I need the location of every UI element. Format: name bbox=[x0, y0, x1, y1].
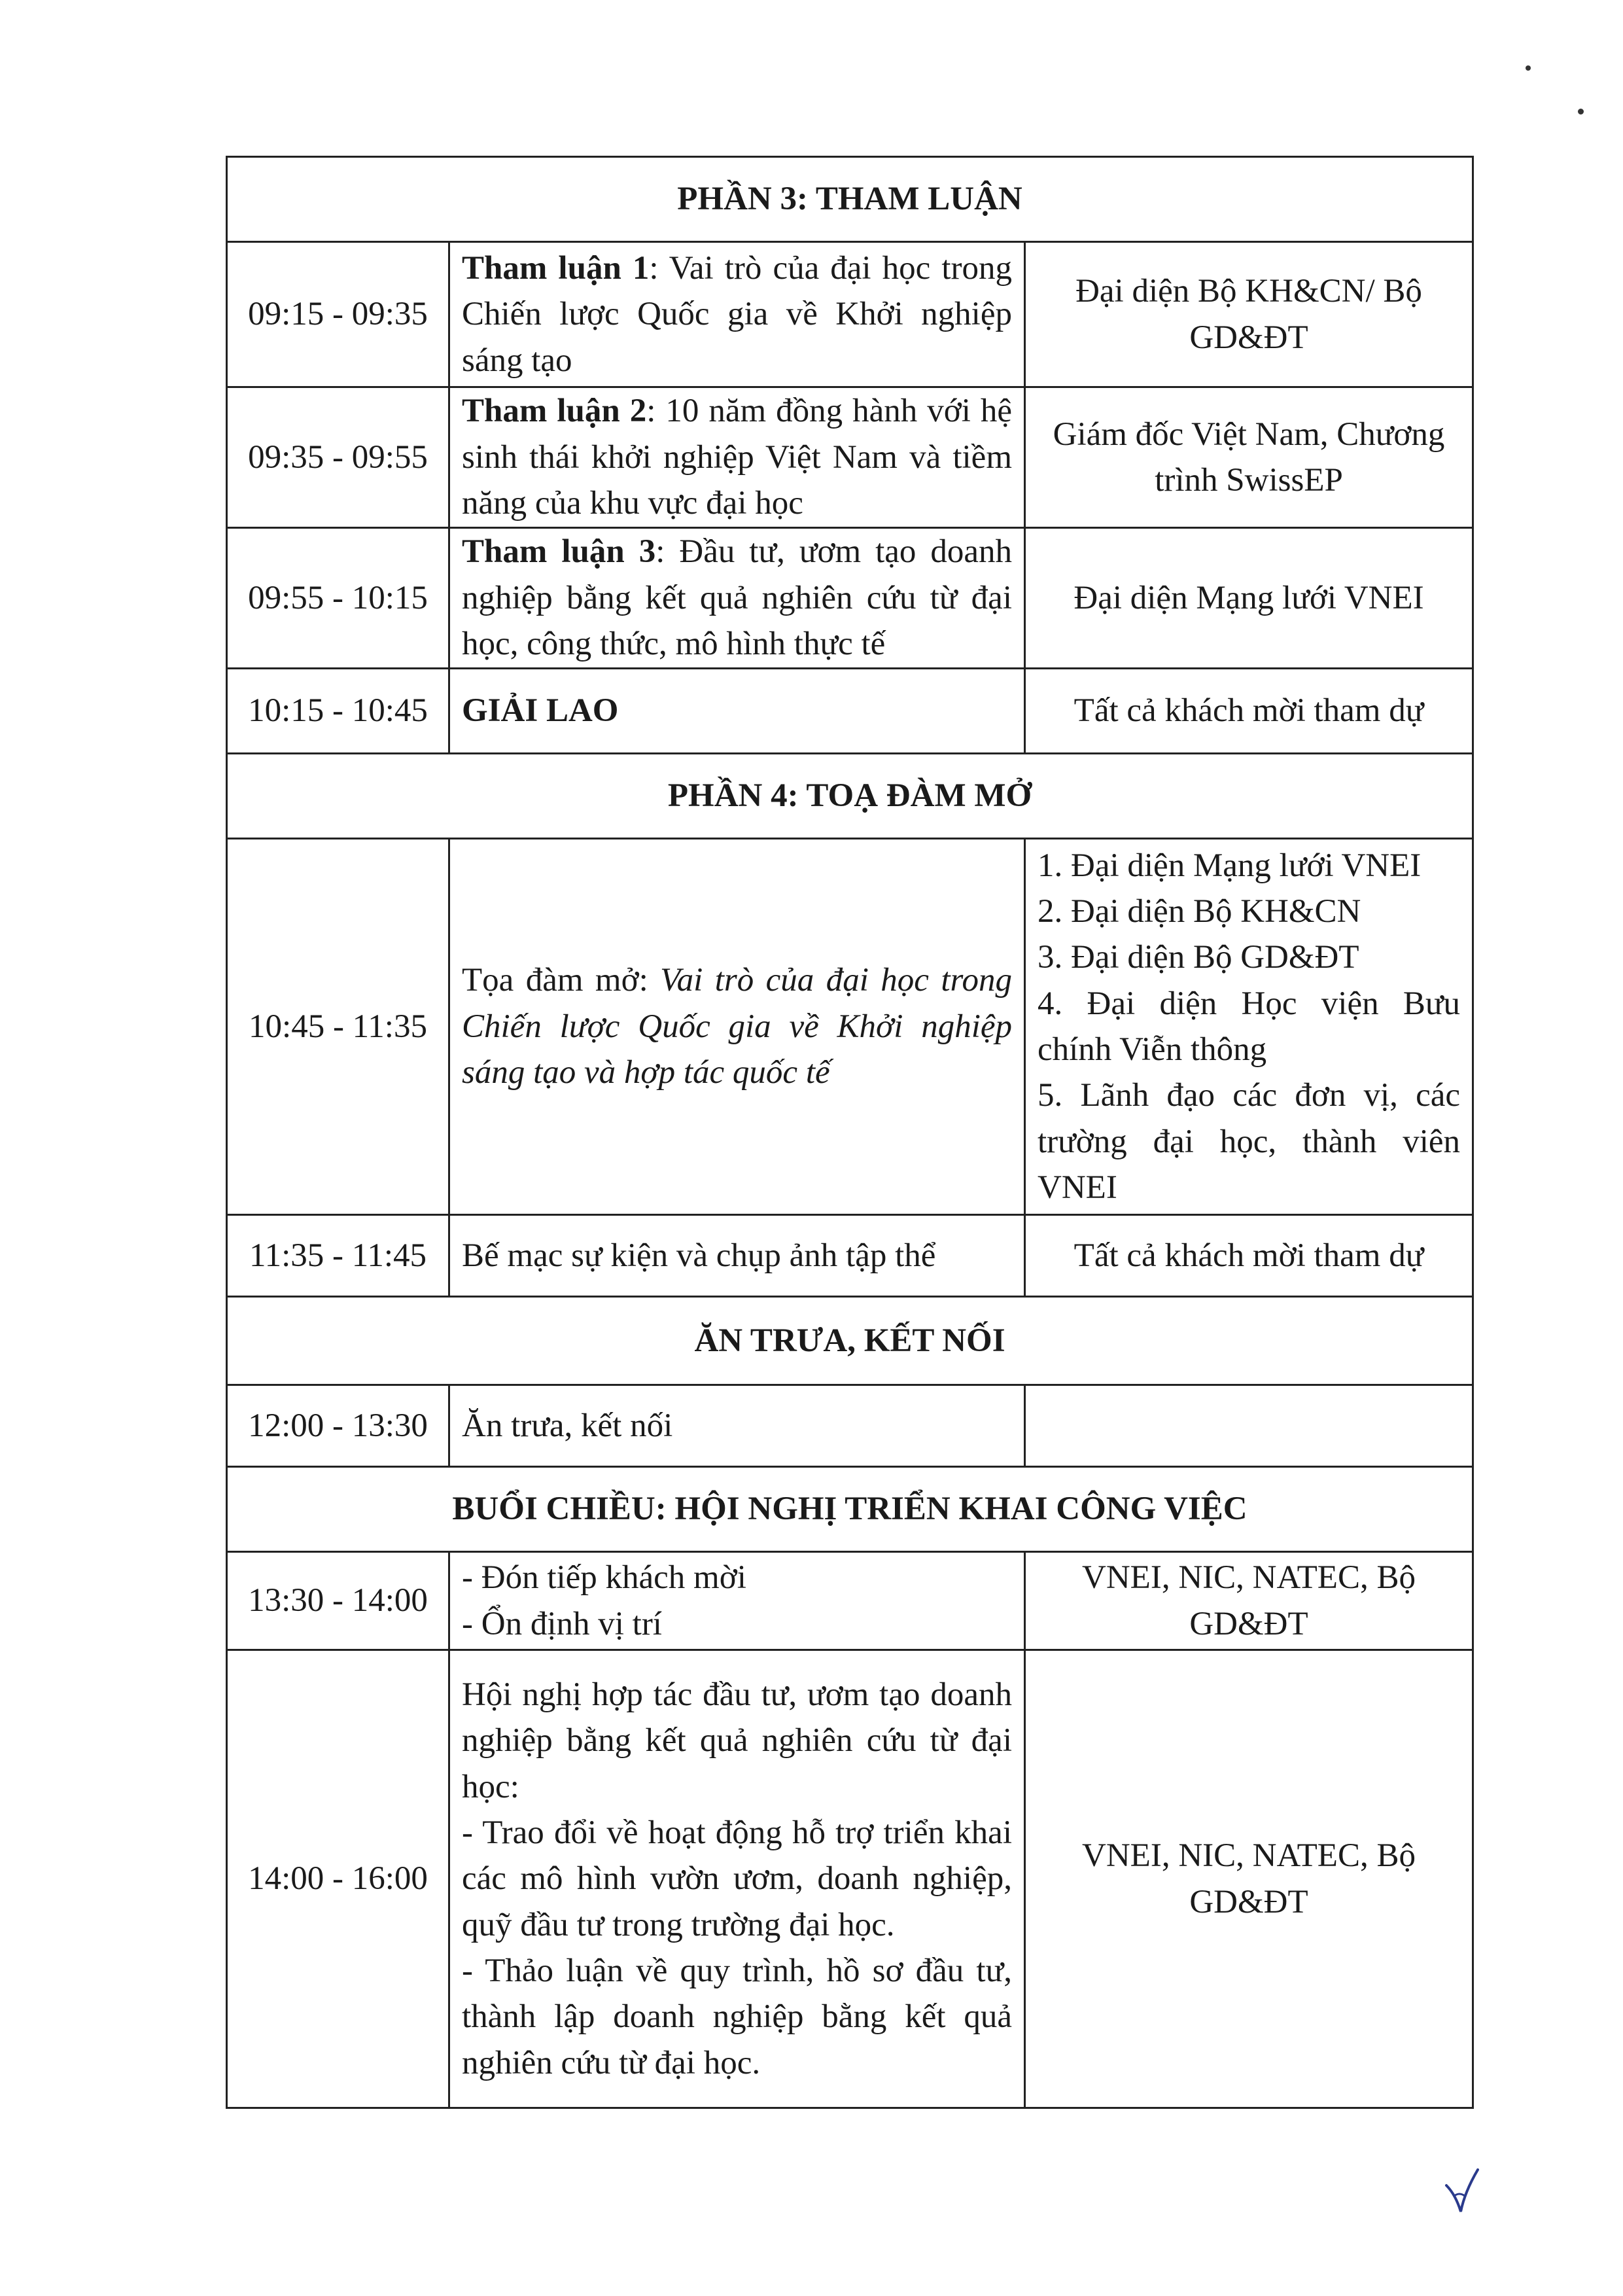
talk-label: Tham luận 3 bbox=[462, 533, 656, 571]
time-cell: 14:00 - 16:00 bbox=[227, 1650, 449, 2108]
agenda-row bbox=[227, 1215, 1473, 1297]
scan-dot bbox=[1526, 65, 1531, 71]
content-cell bbox=[449, 528, 1025, 669]
talk-label: Tham luận 2 bbox=[462, 393, 647, 430]
agenda-row bbox=[227, 669, 1473, 754]
time-cell: 09:15 - 09:35 bbox=[227, 242, 449, 387]
break-label: GIẢI LAO bbox=[449, 669, 1025, 754]
content-cell: Bế mạc sự kiện và chụp ảnh tập thể bbox=[449, 1215, 1025, 1297]
talk-title: : Đầu tư, ươm tạo doanh nghiệp bằng kết quả nghiên cứu từ đại học, công thức, mô hình thực tế bbox=[462, 533, 1013, 663]
time-cell: 12:00 - 13:30 bbox=[227, 1385, 449, 1467]
content-line: - Ổn định vị trí bbox=[462, 1605, 662, 1642]
content-cell bbox=[449, 242, 1025, 387]
owner-item: 2. Đại diện Bộ KH&CN bbox=[1038, 892, 1361, 930]
content-cell bbox=[449, 387, 1025, 528]
initial-mark-icon bbox=[1442, 2166, 1482, 2218]
agenda-row bbox=[227, 1385, 1473, 1467]
time-cell: 09:55 - 10:15 bbox=[227, 528, 449, 669]
talk-label: Tham luận 1 bbox=[462, 249, 650, 287]
section-title-lunch: ĂN TRƯA, KẾT NỐI bbox=[227, 1297, 1473, 1385]
owner-item: 3. Đại diện Bộ GD&ĐT bbox=[1038, 939, 1359, 976]
owner-cell: VNEI, NIC, NATEC, Bộ GD&ĐT bbox=[1025, 1552, 1473, 1650]
owner-item: 4. Đại diện Học viện Bưu chính Viễn thông bbox=[1038, 985, 1461, 1068]
section-row bbox=[227, 157, 1473, 242]
content-line: - Trao đổi về hoạt động hỗ trợ triển khai các mô hình vườn ươm, doanh nghiệp, quỹ đầu tư trong trường đại học. bbox=[462, 1814, 1012, 1943]
owner-cell: Đại diện Mạng lưới VNEI bbox=[1025, 528, 1473, 669]
owner-item: 1. Đại diện Mạng lưới VNEI bbox=[1038, 847, 1422, 884]
talk-title: : Vai trò của đại học trong Chiến lược Quốc gia về Khởi nghiệp sáng tạo bbox=[462, 249, 1012, 379]
agenda-table bbox=[226, 156, 1474, 2109]
section-title-phan4: PHẦN 4: TOẠ ĐÀM MỞ bbox=[227, 754, 1473, 839]
agenda-row bbox=[227, 839, 1473, 1215]
time-cell: 09:35 - 09:55 bbox=[227, 387, 449, 528]
owner-cell: Tất cả khách mời tham dự bbox=[1025, 1215, 1473, 1297]
panel-title: Vai trò của đại học trong Chiến lược Quốc gia về Khởi nghiệp sáng tạo và hợp tác quốc tế bbox=[462, 962, 1012, 1091]
agenda-row bbox=[227, 1552, 1473, 1650]
owner-cell: Đại diện Bộ KH&CN/ Bộ GD&ĐT bbox=[1025, 242, 1473, 387]
owner-cell: Tất cả khách mời tham dự bbox=[1025, 669, 1473, 754]
agenda-row bbox=[227, 528, 1473, 669]
content-line: - Đón tiếp khách mời bbox=[462, 1559, 746, 1597]
content-cell bbox=[449, 1650, 1025, 2108]
time-cell: 11:35 - 11:45 bbox=[227, 1215, 449, 1297]
section-row bbox=[227, 1467, 1473, 1552]
section-title-phan3: PHẦN 3: THAM LUẬN bbox=[227, 157, 1473, 242]
time-cell: 10:45 - 11:35 bbox=[227, 839, 449, 1215]
content-cell bbox=[449, 1552, 1025, 1650]
talk-title: : 10 năm đồng hành với hệ sinh thái khởi nghiệp Việt Nam và tiềm năng của khu vực đại học bbox=[462, 393, 1013, 522]
agenda-row bbox=[227, 1650, 1473, 2108]
owner-cell: VNEI, NIC, NATEC, Bộ GD&ĐT bbox=[1025, 1650, 1473, 2108]
content-cell bbox=[449, 839, 1025, 1215]
content-line: Hội nghị hợp tác đầu tư, ươm tạo doanh nghiệp bằng kết quả nghiên cứu từ đại học: bbox=[462, 1676, 1012, 1805]
scan-dot bbox=[1578, 109, 1584, 115]
section-row bbox=[227, 1297, 1473, 1385]
agenda-row bbox=[227, 387, 1473, 528]
owner-item: 5. Lãnh đạo các đơn vị, các trường đại học, thành viên VNEI bbox=[1038, 1077, 1461, 1207]
owner-cell: Giám đốc Việt Nam, Chương trình SwissEP bbox=[1025, 387, 1473, 528]
content-line: - Thảo luận về quy trình, hồ sơ đầu tư, thành lập doanh nghiệp bằng kết quả nghiên cứu từ đại học. bbox=[462, 1952, 1012, 2081]
time-cell: 13:30 - 14:00 bbox=[227, 1552, 449, 1650]
section-title-afternoon: BUỔI CHIỀU: HỘI NGHỊ TRIỂN KHAI CÔNG VIỆC bbox=[227, 1467, 1473, 1552]
content-cell: Ăn trưa, kết nối bbox=[449, 1385, 1025, 1467]
agenda-row bbox=[227, 242, 1473, 387]
time-cell: 10:15 - 10:45 bbox=[227, 669, 449, 754]
panel-prefix: Tọa đàm mở: bbox=[462, 962, 661, 999]
section-row bbox=[227, 754, 1473, 839]
owner-cell bbox=[1025, 839, 1473, 1215]
owner-cell bbox=[1025, 1385, 1473, 1467]
